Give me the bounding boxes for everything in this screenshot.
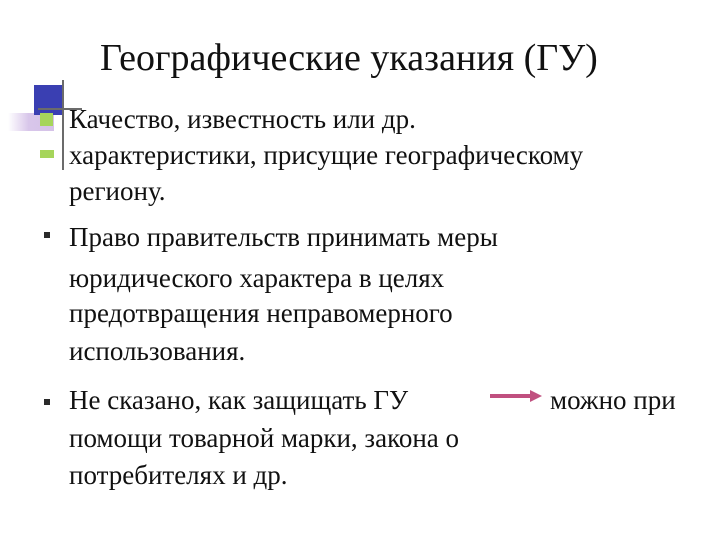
bullet-2-line-2: юридического характера в целях bbox=[69, 263, 445, 293]
bullet-3-line-3: потребителях и др. bbox=[69, 460, 288, 490]
bullet-3-marker bbox=[44, 399, 50, 405]
bullet-2-line-3: предотвращения неправомерного bbox=[69, 298, 453, 328]
bullet-2-line-4: использования. bbox=[69, 336, 246, 366]
slide-title: Географические указания (ГУ) bbox=[100, 37, 598, 79]
right-arrow-icon bbox=[490, 390, 542, 402]
bullet-2-line-1: Право правительств принимать меры bbox=[69, 222, 498, 252]
ornament-vertical-line bbox=[62, 80, 64, 170]
bullet-1-line-1: Качество, известность или др. bbox=[69, 104, 416, 134]
ornament-blue-square bbox=[34, 85, 64, 115]
bullet-3-line-1-continuation: можно при bbox=[550, 385, 676, 415]
bullet-2-marker bbox=[44, 232, 50, 238]
ornament-green-bar bbox=[40, 150, 54, 158]
ornament-green-square bbox=[40, 113, 53, 126]
bullet-3-line-2: помощи товарной марки, закона о bbox=[69, 423, 460, 453]
bullet-3-line-1: Не сказано, как защищать ГУ bbox=[69, 385, 409, 415]
bullet-1-line-2: характеристики, присущие географическому bbox=[69, 140, 584, 170]
bullet-1-line-3: региону. bbox=[69, 176, 166, 206]
